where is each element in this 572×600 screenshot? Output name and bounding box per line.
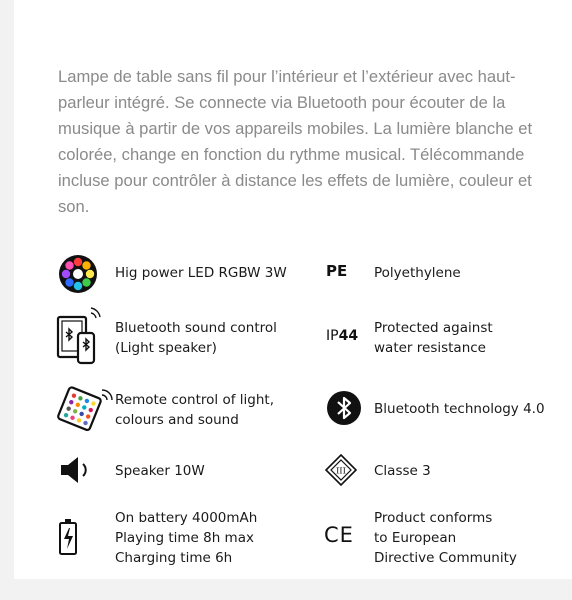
class-3-icon [324,453,358,487]
pe-code: PE [326,262,348,280]
feature-led-label: Hig power LED RGBW 3W [115,265,287,281]
remote-control-icon [56,386,114,432]
left-margin-strip [0,0,14,600]
feature-remote-control-label: Remote control of light, colours and sound [115,392,274,428]
battery-icon [58,518,78,556]
feature-polyethylene-label: Polyethylene [374,265,461,281]
class-3-numeral: III [335,466,347,477]
bluetooth-devices-icon [56,305,102,367]
feature-battery-label: On battery 4000mAh Playing time 8h max Charging time 6h [115,510,258,566]
speaker-icon [58,455,98,485]
bottom-margin-strip [0,579,572,600]
feature-speaker-label: Speaker 10W [115,463,205,479]
ip-number: 44 [338,328,359,344]
feature-bluetooth-tech-label: Bluetooth technology 4.0 [374,401,545,417]
ip44-code [326,328,358,344]
feature-ce-label: Product conforms to European Directive Community [374,510,517,566]
ip-prefix: IP [326,328,339,344]
ce-mark-icon: CE [324,523,354,547]
bluetooth-icon [326,390,362,426]
feature-bluetooth-sound-label: Bluetooth sound control (Light speaker) [115,320,277,356]
feature-water-resistance-label: Protected against water resistance [374,320,493,356]
rgb-led-icon [58,254,98,294]
feature-class-3-label: Classe 3 [374,463,431,479]
product-description: Lampe de table sans fil pour l’intérieur et l’extérieur avec haut-parleur intégré. Se connecte via Bluetooth pour écouter de la musique à partir de vos appareils mobiles. La lumière blanche et colorée, change en fonction du rythme musical. Télécommande incluse pour contrôler à distance les effets de lumière, couleur et son. [58,67,533,216]
